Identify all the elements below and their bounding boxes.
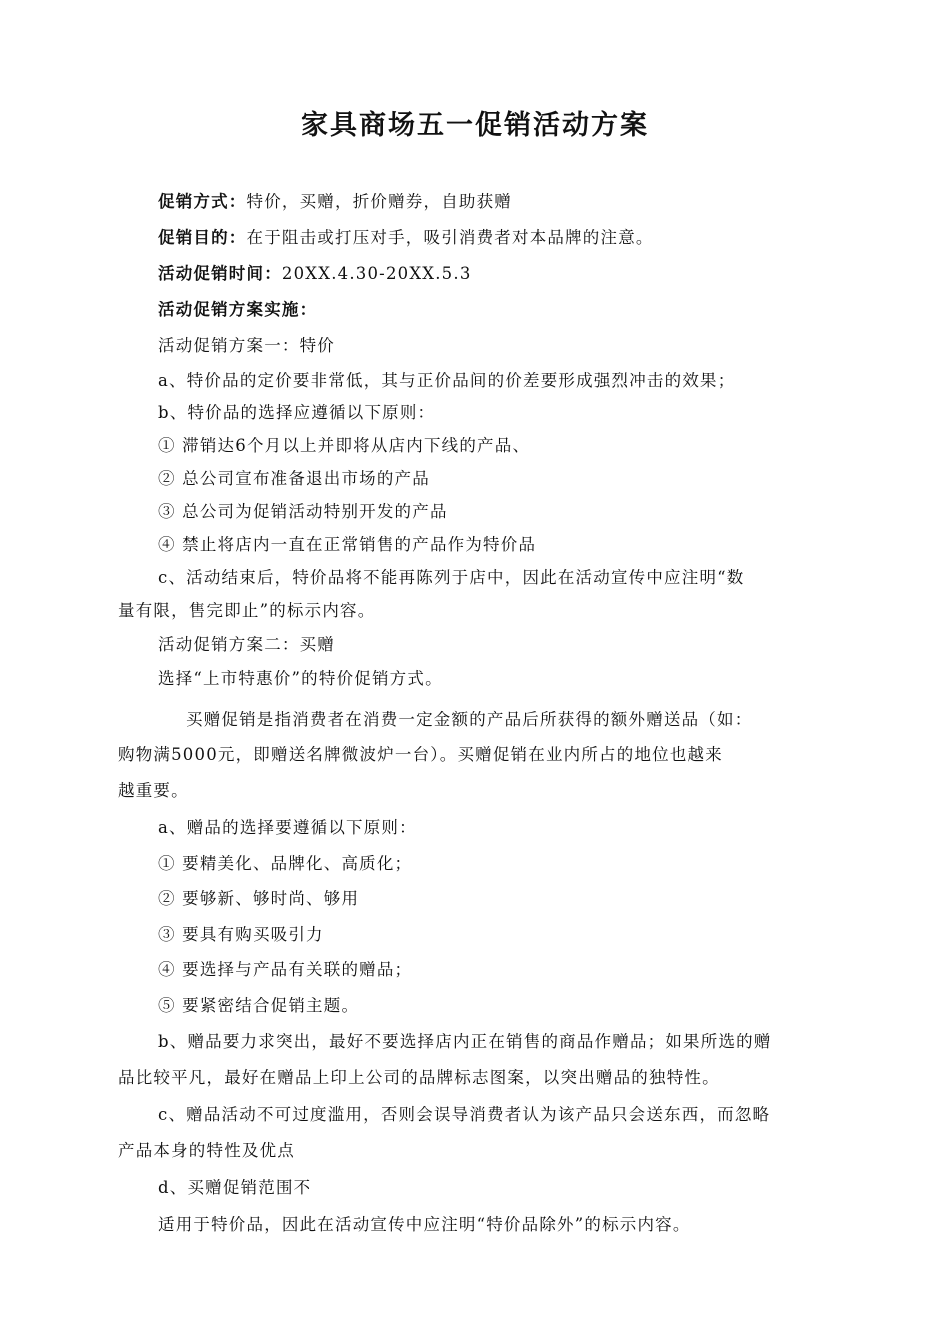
plan1-rule: ② 总公司宣布准备退出市场的产品: [158, 469, 430, 488]
plan2-heading: 活动促销方案二：买赠: [158, 635, 335, 654]
promotion-time-value: 20XX.4.30-20XX.5.3: [281, 264, 472, 283]
plan2-rule: ② 要够新、够时尚、够用: [158, 889, 360, 908]
plan1-rule: ③ 总公司为促销活动特别开发的产品: [158, 502, 448, 521]
plan2-select-line: 选择“上市特惠价”的特价促销方式。: [158, 669, 443, 688]
promotion-goal-label: 促销目的：: [158, 228, 247, 247]
implementation-heading: 活动促销方案实施：: [158, 300, 318, 319]
promotion-time-line: [158, 262, 472, 286]
plan2-rule: ④ 要选择与产品有关联的赠品；: [158, 960, 413, 979]
plan1-rule: ① 滞销达6个月以上并即将从店内下线的产品、: [158, 436, 531, 455]
promotion-goal-value: 在于阻击或打压对手，吸引消费者对本品牌的注意。: [246, 228, 654, 247]
plan2-item-a: a、赠品的选择要遵循以下原则：: [158, 818, 417, 837]
plan2-description-continued: 购物满5000元，即赠送名牌微波炉一台）。买赠促销在业内所占的地位也越来: [118, 745, 723, 764]
plan1-item-c-continued: 量有限，售完即止”的标示内容。: [118, 601, 376, 620]
plan2-description-continued: 越重要。: [118, 781, 189, 800]
plan2-item-b-continued: 品比较平凡，最好在赠品上印上公司的品牌标志图案，以突出赠品的独特性。: [118, 1068, 720, 1087]
promotion-goal-line: [158, 226, 654, 250]
plan1-heading: 活动促销方案一：特价: [158, 336, 335, 355]
plan2-item-d-continued: 适用于特价品，因此在活动宣传中应注明“特价品除外”的标示内容。: [158, 1215, 691, 1234]
promotion-method-label: 促销方式：: [158, 192, 247, 211]
plan2-rule: ⑤ 要紧密结合促销主题。: [158, 996, 360, 1015]
plan1-item-c: c、活动结束后，特价品将不能再陈列于店中，因此在活动宣传中应注明“数: [158, 568, 745, 587]
plan2-item-c-continued: 产品本身的特性及优点: [118, 1141, 295, 1160]
plan2-item-d: d、买赠促销范围不: [158, 1178, 312, 1197]
document-title: 家具商场五一促销活动方案: [301, 110, 649, 141]
plan2-rule: ③ 要具有购买吸引力: [158, 925, 324, 944]
plan2-description: 买赠促销是指消费者在消费一定金额的产品后所获得的额外赠送品（如：: [186, 710, 753, 729]
plan2-rule: ① 要精美化、品牌化、高质化；: [158, 854, 413, 873]
plan1-rule: ④ 禁止将店内一直在正常销售的产品作为特价品: [158, 535, 537, 554]
plan2-item-b: b、赠品要力求突出，最好不要选择店内正在销售的商品作赠品；如果所选的赠: [158, 1032, 772, 1051]
promotion-time-label: 活动促销时间：: [158, 264, 282, 283]
plan1-item-a: a、特价品的定价要非常低，其与正价品间的价差要形成强烈冲击的效果；: [158, 371, 736, 390]
promotion-method-value: 特价，买赠，折价赠券，自助获赠: [246, 192, 512, 211]
plan2-item-c: c、赠品活动不可过度滥用，否则会误导消费者认为该产品只会送东西，而忽略: [158, 1105, 771, 1124]
promotion-method-line: [158, 190, 512, 214]
plan1-item-b: b、特价品的选择应遵循以下原则：: [158, 403, 436, 422]
